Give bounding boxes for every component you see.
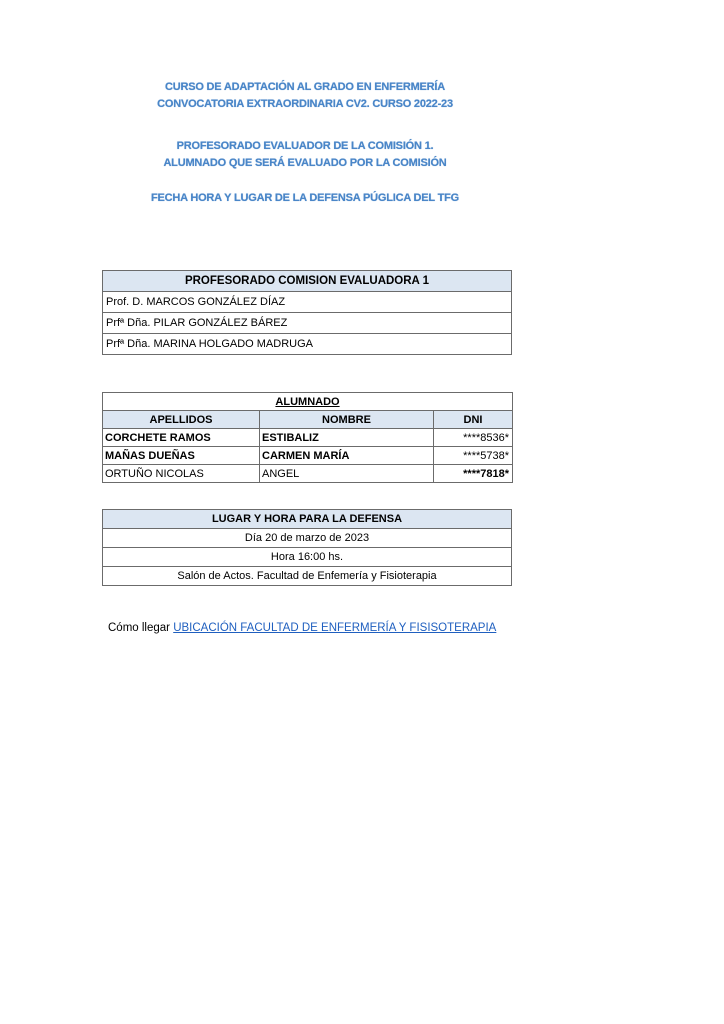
committee-table [102,270,512,355]
document-header [0,79,610,113]
table-row [103,429,513,447]
directions-label: Cómo llegar [108,622,170,634]
committee-member: Prof. D. MARCOS GONZÁLEZ DÍAZ [103,292,512,313]
defense-details-table [102,509,512,586]
student-surname: MAÑAS DUEÑAS [103,447,260,465]
location-link[interactable]: UBICACIÓN FACULTAD DE ENFERMERÍA Y FISISOTERAPIA [173,622,497,634]
defense-details-title: LUGAR Y HORA PARA LA DEFENSA [103,510,512,529]
committee-member: Prfª Dña. MARINA HOLGADO MADRUGA [103,334,512,355]
header-defense-title: FECHA HORA Y LUGAR DE LA DEFENSA PÚGLICA DEL TFG [151,192,459,204]
defense-location: Salón de Actos. Facultad de Enfemería y Fisioterapia [103,567,512,586]
committee-member: Prfª Dña. PILAR GONZÁLEZ BÁREZ [103,313,512,334]
table-row [103,465,513,483]
student-name: CARMEN MARÍA [260,447,434,465]
student-dni: ****5738* [434,447,513,465]
student-name: ANGEL [260,465,434,483]
defense-time: Hora 16:00 hs. [103,548,512,567]
students-table [102,392,513,483]
defense-date: Día 20 de marzo de 2023 [103,529,512,548]
header-students-title: ALUMNADO QUE SERÁ EVALUADO POR LA COMISIÓN [163,157,447,169]
student-surname: ORTUÑO NICOLAS [103,465,260,483]
table-row [103,447,513,465]
student-dni: ****7818* [434,465,513,483]
students-table-title: ALUMNADO [103,393,513,411]
column-header-dni: DNI [434,411,513,429]
student-name: ESTIBALIZ [260,429,434,447]
document-defense-header [0,190,610,207]
column-header-apellidos: APELLIDOS [103,411,260,429]
header-call-title: CONVOCATORIA EXTRAORDINARIA CV2. CURSO 2022-23 [157,98,453,110]
directions-line [108,622,496,634]
committee-table-title: PROFESORADO COMISION EVALUADORA 1 [103,271,512,292]
student-dni: ****8536* [434,429,513,447]
document-subheader [0,138,610,172]
header-course-title: CURSO DE ADAPTACIÓN AL GRADO EN ENFERMERÍA [164,81,446,93]
student-surname: CORCHETE RAMOS [103,429,260,447]
header-committee-title: PROFESORADO EVALUADOR DE LA COMISIÓN 1. [176,140,434,152]
column-header-nombre: NOMBRE [260,411,434,429]
